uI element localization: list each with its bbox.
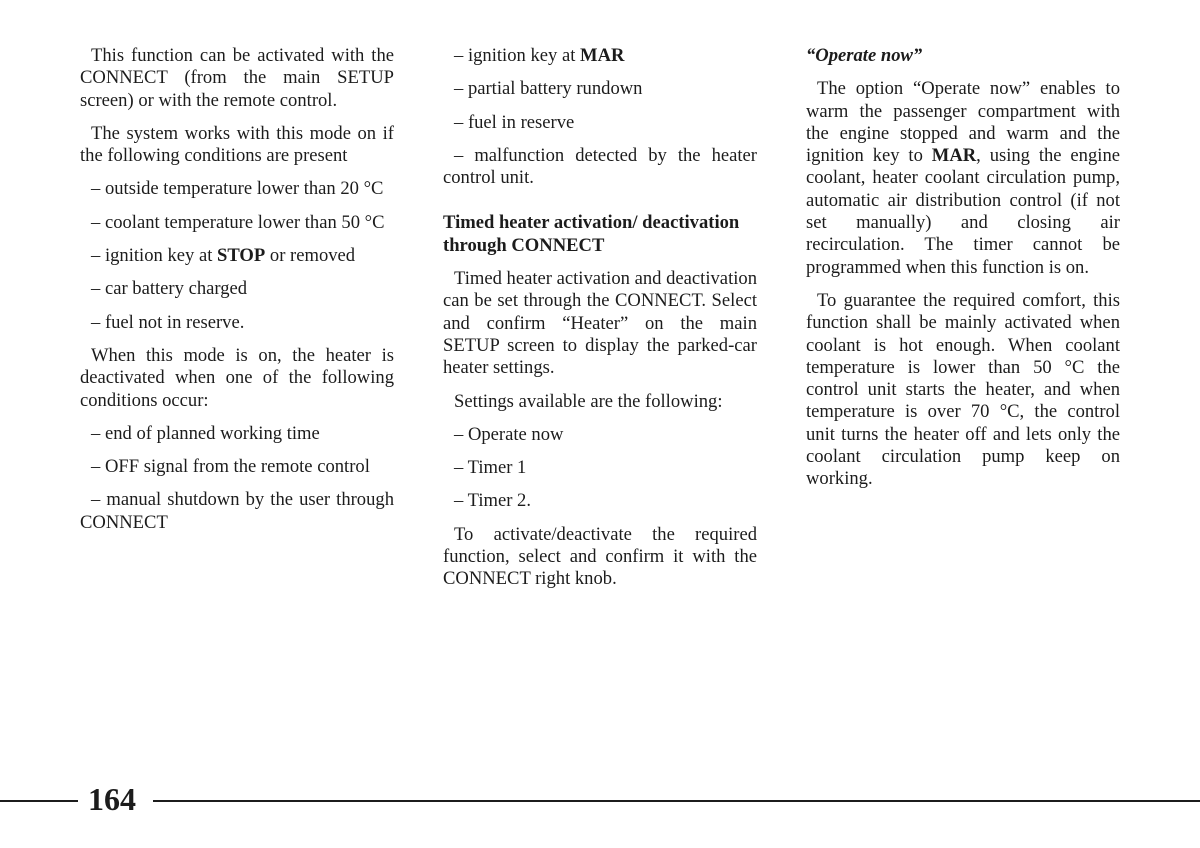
deactivation-malfunction: – malfunction detected by the heater control unit. <box>443 144 757 189</box>
column-right <box>806 45 1120 502</box>
paragraph-comfort: To guarantee the required comfort, this function shall be mainly activated when coolant is hot enough. When coolant temperature is lower than 50 °C the control unit starts the heater, and when temperature is over 70 °C, the control unit turns the heater off and lets only the coolant circulation pump keep on working. <box>806 289 1120 490</box>
deactivation-ignition-key-pre: – ignition key at <box>454 45 581 66</box>
paragraph-operate-now <box>806 78 1120 279</box>
column-left <box>80 45 394 545</box>
paragraph-operate-now-bold: MAR <box>931 145 977 167</box>
condition-ignition-key-post: or removed <box>265 245 356 267</box>
footer-rule-left <box>0 800 78 802</box>
deactivation-end-time: – end of planned working time <box>91 422 320 444</box>
deactivation-battery: – partial battery rundown <box>454 78 643 100</box>
deactivation-ignition-key-bold: MAR <box>580 45 625 66</box>
paragraph-settings-intro: Settings available are the following: <box>454 390 723 412</box>
condition-ignition-key-bold: STOP <box>217 245 266 267</box>
condition-battery: – car battery charged <box>91 278 248 300</box>
deactivation-fuel: – fuel in reserve <box>454 111 575 133</box>
condition-outside-temp: – outside temperature lower than 20 °C <box>91 178 384 200</box>
deactivation-manual-shutdown: – manual shutdown by the user through CONNECT <box>80 489 394 533</box>
paragraph-timed-intro: Timed heater activation and deactivation can be set through the CONNECT. Select and confirm “Heater” on the main SETUP screen to display the parked-car heater settings. <box>443 268 757 379</box>
section-heading-timed: Timed heater activation/ deactivation through CONNECT <box>443 212 740 256</box>
condition-fuel: – fuel not in reserve. <box>91 311 245 333</box>
setting-operate-now: – Operate now <box>454 423 564 445</box>
condition-ignition-key <box>80 245 394 267</box>
page-number: 164 <box>88 781 136 817</box>
paragraph-activate-deactivate: To activate/deactivate the required function, select and confirm it with the CONNECT right knob. <box>443 523 757 590</box>
section-heading-operate-now: “Operate now” <box>806 45 923 66</box>
setting-timer-2: – Timer 2. <box>454 490 531 512</box>
paragraph-activation: This function can be activated with the CONNECT (from the main SETUP screen) or with the remote control. <box>80 45 394 111</box>
deactivation-off-signal: – OFF signal from the remote control <box>91 456 370 478</box>
setting-timer-1: – Timer 1 <box>454 457 527 479</box>
paragraph-deactivation-intro: When this mode is on, the heater is deactivated when one of the following conditions occur: <box>80 344 394 411</box>
condition-coolant-temp: – coolant temperature lower than 50 °C <box>91 211 385 233</box>
paragraph-operate-now-post: , using the engine coolant, heater coolant circulation pump, automatic air distribution control (if not set manually) and closing air recirculation. The timer cannot be programmed when this function is on. <box>806 145 1120 278</box>
condition-ignition-key-pre: – ignition key at <box>91 245 218 267</box>
paragraph-conditions-intro: The system works with this mode on if the following conditions are present <box>80 122 394 167</box>
paragraph-operate-now-pre: The option “Operate now” enables to warm the passenger compartment with the engine stopped and warm and the ignition key to <box>806 78 1120 167</box>
footer-rule-right <box>153 800 1200 802</box>
column-middle <box>443 45 757 602</box>
deactivation-ignition-key <box>443 45 757 67</box>
